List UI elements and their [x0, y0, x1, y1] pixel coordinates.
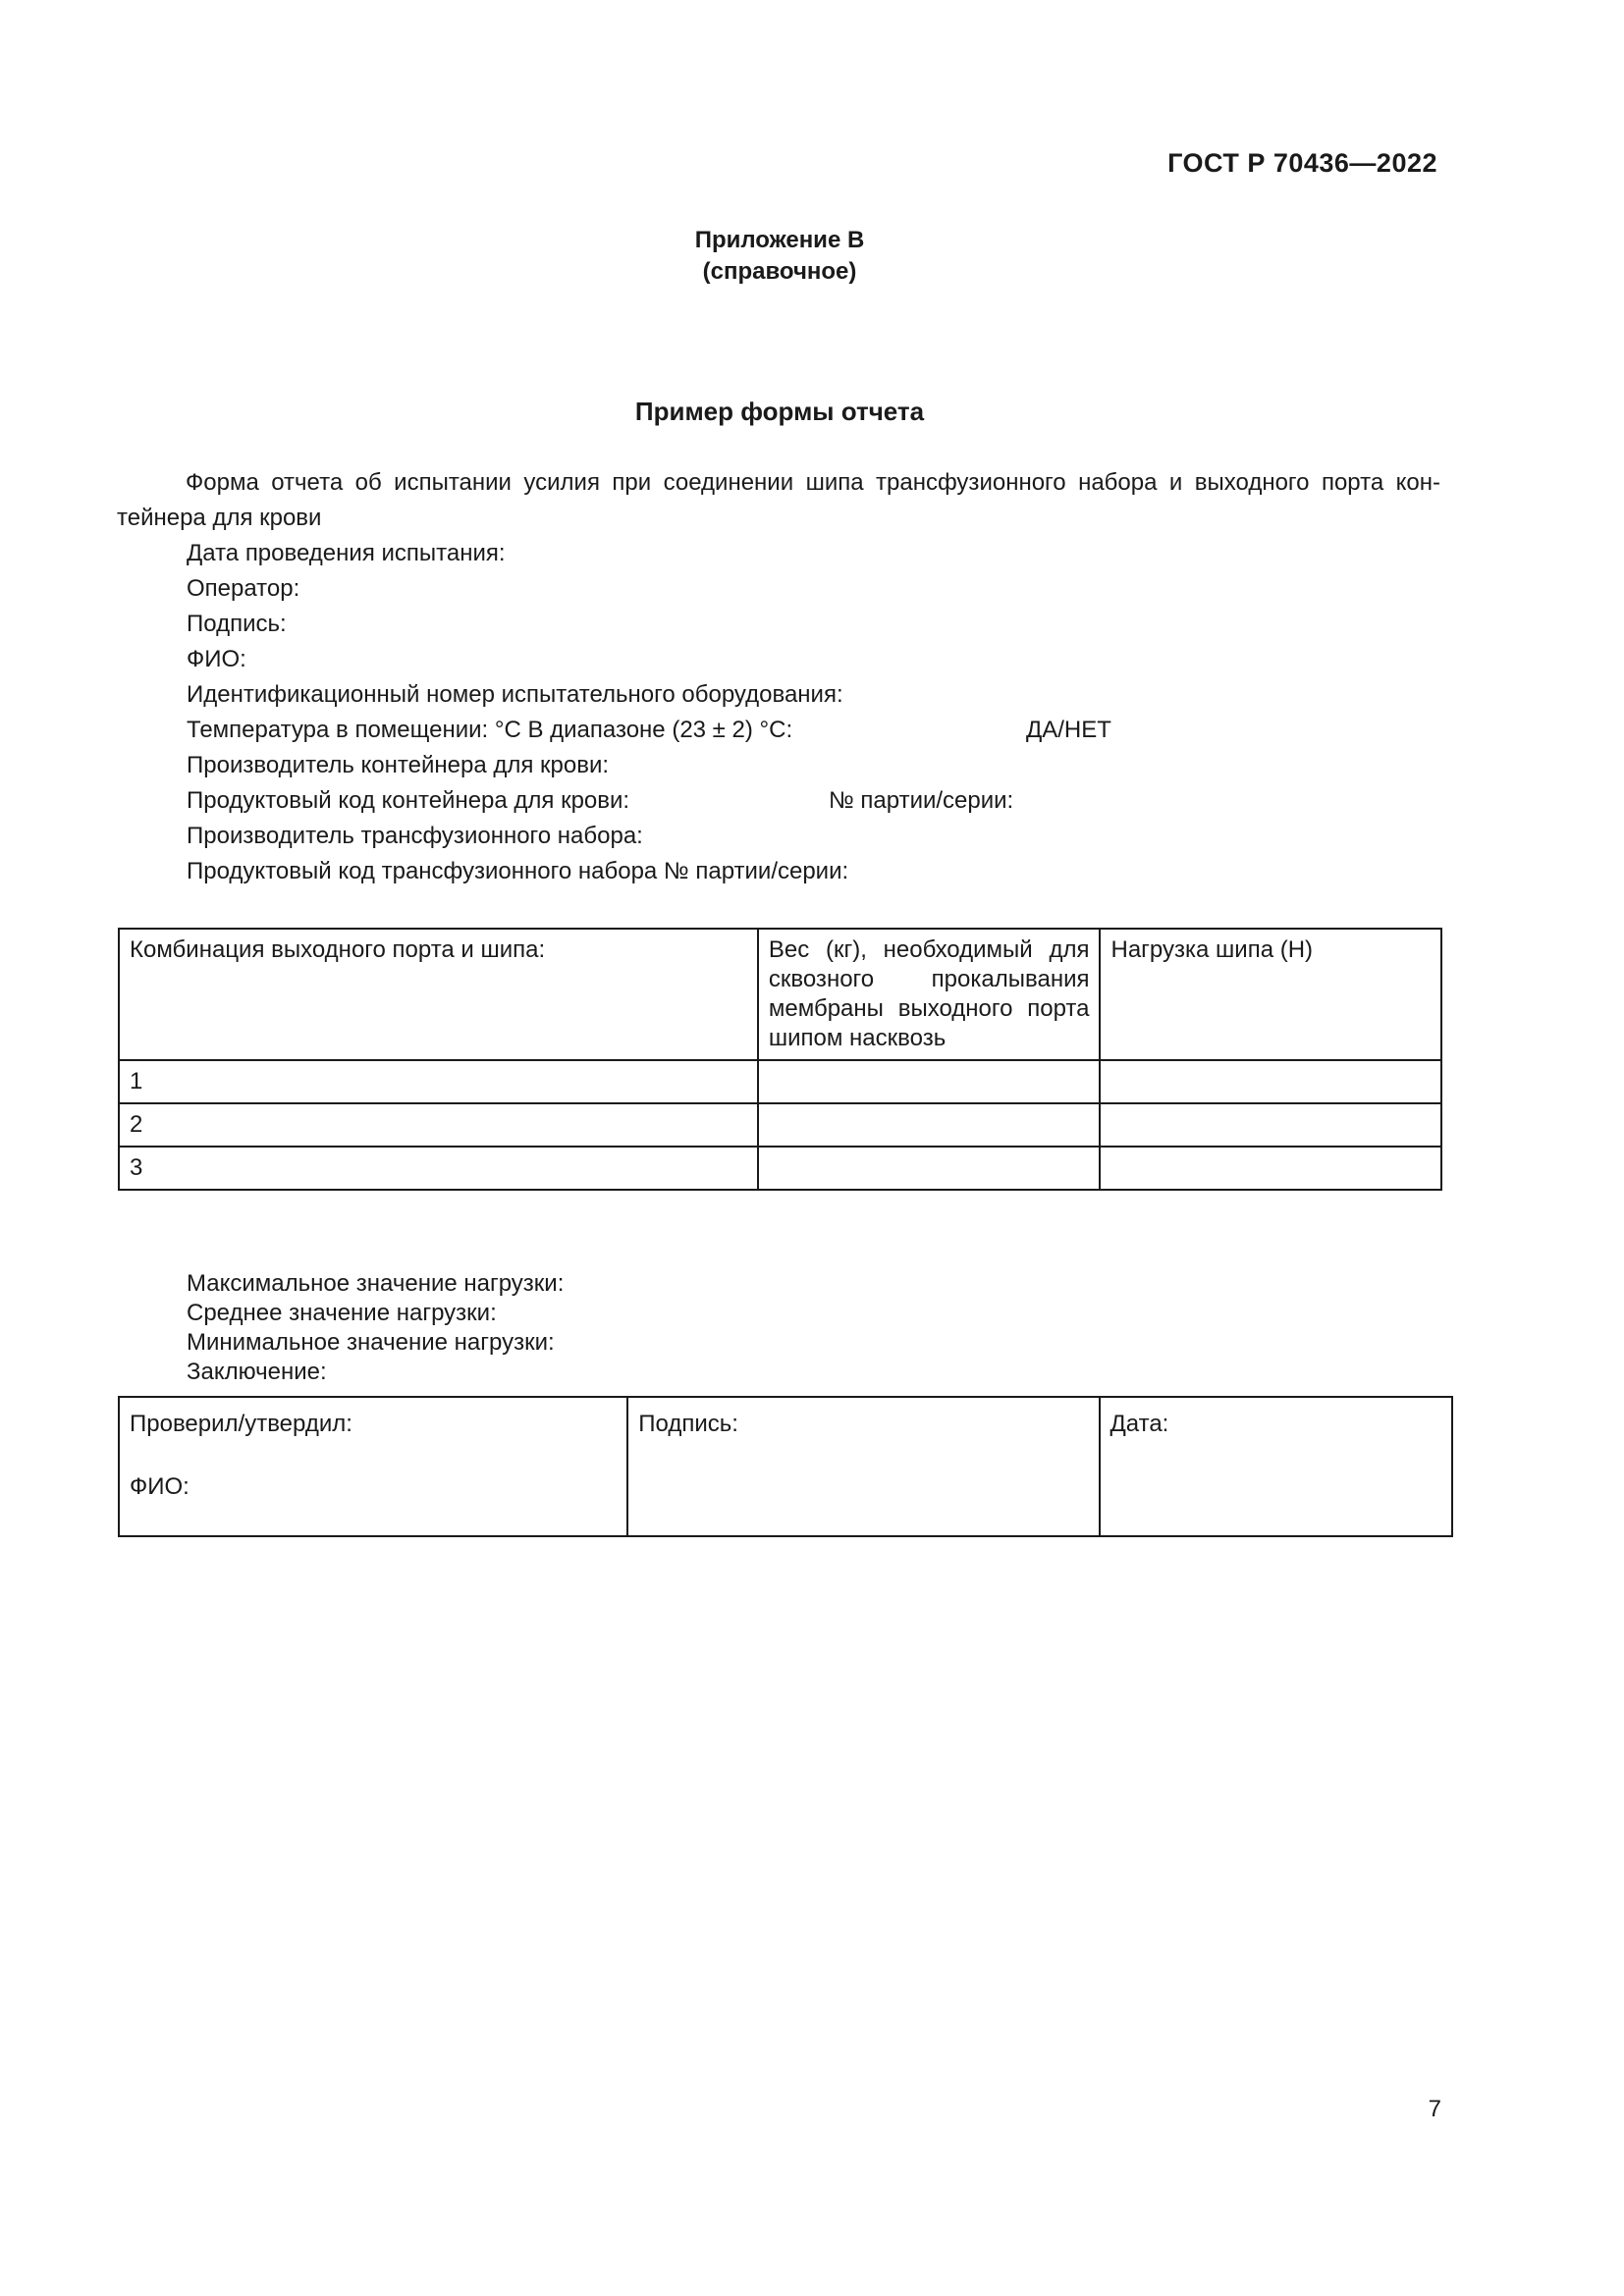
field-container-manufacturer: Производитель контейнера для крови:: [187, 752, 610, 778]
table-cell: 1: [119, 1060, 758, 1103]
approval-row: [119, 1397, 1452, 1536]
field-equipment-id: Идентификационный номер испытательного оборудования:: [187, 681, 843, 708]
field-set-product-code: Продуктовый код трансфузионного набора № партии/серии:: [187, 858, 849, 884]
summary-min-load: Минимальное значение нагрузки:: [187, 1329, 555, 1356]
field-set-manufacturer: Производитель трансфузионного набора:: [187, 823, 643, 849]
room-temperature-label: Температура в помещении: °С В диапазоне (23 ± 2) °С:: [187, 717, 793, 743]
standard-code: ГОСТ Р 70436—2022: [1167, 148, 1437, 178]
approval-date-label: Дата:: [1110, 1411, 1169, 1437]
field-operator: Оператор:: [187, 575, 300, 602]
field-test-date: Дата проведения испытания:: [187, 540, 506, 566]
header-spike-load: Нагрузка шипа (Н): [1100, 929, 1441, 1060]
batch-number-label: № партии/серии:: [829, 787, 1014, 814]
approval-date-cell: [1100, 1397, 1452, 1536]
appendix-title: Приложение В: [694, 227, 865, 253]
field-room-temperature: [117, 713, 1440, 748]
appendix-subtitle: (справочное): [702, 258, 857, 285]
approval-full-name-label: ФИО:: [130, 1473, 189, 1500]
approval-signature-label: Подпись:: [638, 1411, 738, 1437]
approval-checked-label: Проверил/утвердил:: [130, 1411, 352, 1437]
approval-signature-cell: [627, 1397, 1099, 1536]
summary-max-load: Максимальное значение нагрузки:: [187, 1270, 565, 1297]
appendix-heading: [0, 225, 1559, 288]
intro-line-2: тейнера для крови: [117, 505, 322, 531]
form-title: Пример формы отчета: [634, 397, 925, 426]
approval-table: [118, 1396, 1453, 1537]
table-row: [119, 1147, 1441, 1190]
field-full-name: ФИО:: [187, 646, 246, 672]
intro-line-1: Форма отчета об испытании усилия при соединении шипа трансфузионного набора и выходного порта кон-: [186, 469, 1440, 496]
form-fields: [117, 465, 1440, 889]
approval-checked-cell: [119, 1397, 627, 1536]
table-cell: [758, 1060, 1101, 1103]
table-cell: 3: [119, 1147, 758, 1190]
results-table-header-row: [119, 929, 1441, 1060]
table-cell: [758, 1103, 1101, 1147]
header-port-spike-combination: Комбинация выходного порта и шипа:: [119, 929, 758, 1060]
header-weight-kg: Вес (кг), необходимый для сквозного прокалывания мембраны выходного порта шипом насквозь: [758, 929, 1101, 1060]
table-cell: [1100, 1147, 1441, 1190]
table-row: [119, 1060, 1441, 1103]
results-table: [118, 928, 1442, 1191]
summary-avg-load: Среднее значение нагрузки:: [187, 1300, 497, 1326]
table-cell: [1100, 1060, 1441, 1103]
table-cell: [758, 1147, 1101, 1190]
container-product-code-label: Продуктовый код контейнера для крови:: [187, 787, 630, 814]
table-row: [119, 1103, 1441, 1147]
table-cell: [1100, 1103, 1441, 1147]
yes-no-option: ДА/НЕТ: [1026, 717, 1111, 743]
page-number: 7: [1428, 2096, 1441, 2122]
summary-section: [187, 1269, 564, 1387]
table-cell: 2: [119, 1103, 758, 1147]
summary-conclusion: Заключение:: [187, 1359, 327, 1385]
field-signature: Подпись:: [187, 611, 287, 637]
field-container-product-code: [117, 783, 1440, 819]
